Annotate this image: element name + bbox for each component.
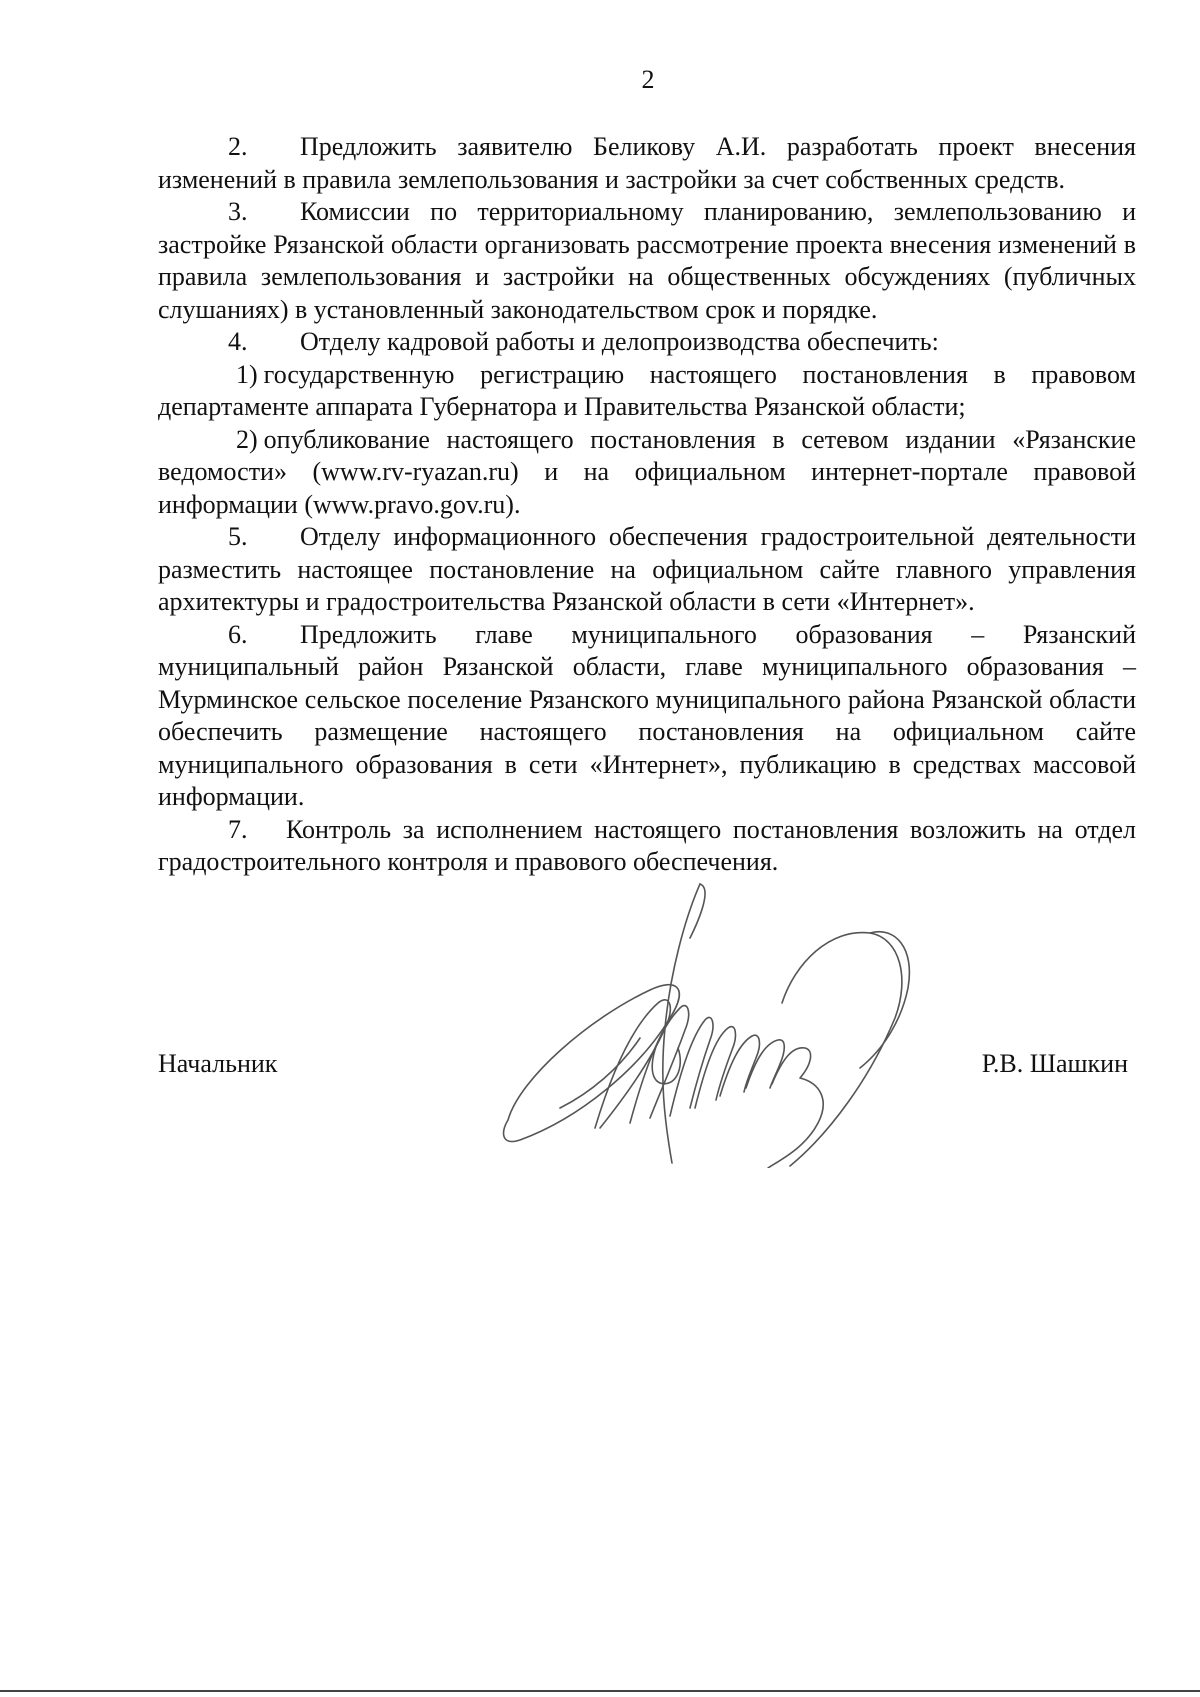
paragraph-text: Комиссии по территориальному планированию, землепользованию и застройке Рязанской области организовать рассмотрение проекта внесения изменений в правила землепользования и застройки на общественных обсуждениях (публичных слушаниях) в установленный законодательством срок и порядке. <box>158 197 1136 324</box>
paragraph-number: 7. <box>228 814 248 844</box>
paragraph-5 <box>158 521 1136 619</box>
paragraph-number: 4. <box>228 327 248 356</box>
paragraph-text: государственную регистрацию настоящего постановления в правовом департаменте аппарата Губернатора и Правительства Рязанской области; <box>158 359 1136 421</box>
paragraph-text: опубликование настоящего постановления в сетевом издании «Рязанские ведомости» (www.rv-ryazan.ru) и на официальном интернет-портале правовой информации (www.pravo.gov.ru). <box>158 424 1136 519</box>
subparagraph-number: 1) <box>236 359 258 389</box>
paragraph-2 <box>158 131 1136 196</box>
paragraph-4 <box>158 326 1136 359</box>
handwritten-signature <box>500 878 940 1168</box>
paragraph-3 <box>158 196 1136 326</box>
paragraph-number: 5. <box>228 522 248 551</box>
paragraph-text: Предложить заявителю Беликову А.И. разработать проект внесения изменений в правила землепользования и застройки за счет собственных средств. <box>158 132 1136 194</box>
paragraph-text: Отделу информационного обеспечения градостроительной деятельности разместить настоящее постановление на официальном сайте главного управления архитектуры и градостроительства Рязанской области в сети «Интернет». <box>158 522 1136 616</box>
signer-position: Начальник <box>158 1049 278 1078</box>
page-bottom-edge <box>0 1690 1200 1692</box>
paragraph-text: Отделу кадровой работы и делопроизводства обеспечить: <box>300 327 939 356</box>
paragraph-6 <box>158 619 1136 814</box>
subparagraph-4-2 <box>158 424 1136 522</box>
paragraph-number: 6. <box>228 619 248 649</box>
paragraph-number: 3. <box>228 197 248 226</box>
document-body <box>158 131 1136 879</box>
paragraph-text: Контроль за исполнением настоящего постановления возложить на отдел градостроительного контроля и правового обеспечения. <box>158 814 1136 876</box>
paragraph-7 <box>158 814 1136 879</box>
paragraph-number: 2. <box>228 132 248 161</box>
paragraph-text: Предложить главе муниципального образования – Рязанский муниципальный район Рязанской области, главе муниципального образования – Мурминское сельское поселение Рязанского муниципального района Рязанской области обеспечить размещение настоящего постановления на официальном сайте муниципального образования в сети «Интернет», публикацию в средствах массовой информации. <box>158 619 1136 811</box>
signer-name: Р.В. Шашкин <box>981 1049 1128 1078</box>
subparagraph-number: 2) <box>236 424 258 454</box>
page-number: 2 <box>641 65 655 94</box>
subparagraph-4-1 <box>158 359 1136 424</box>
